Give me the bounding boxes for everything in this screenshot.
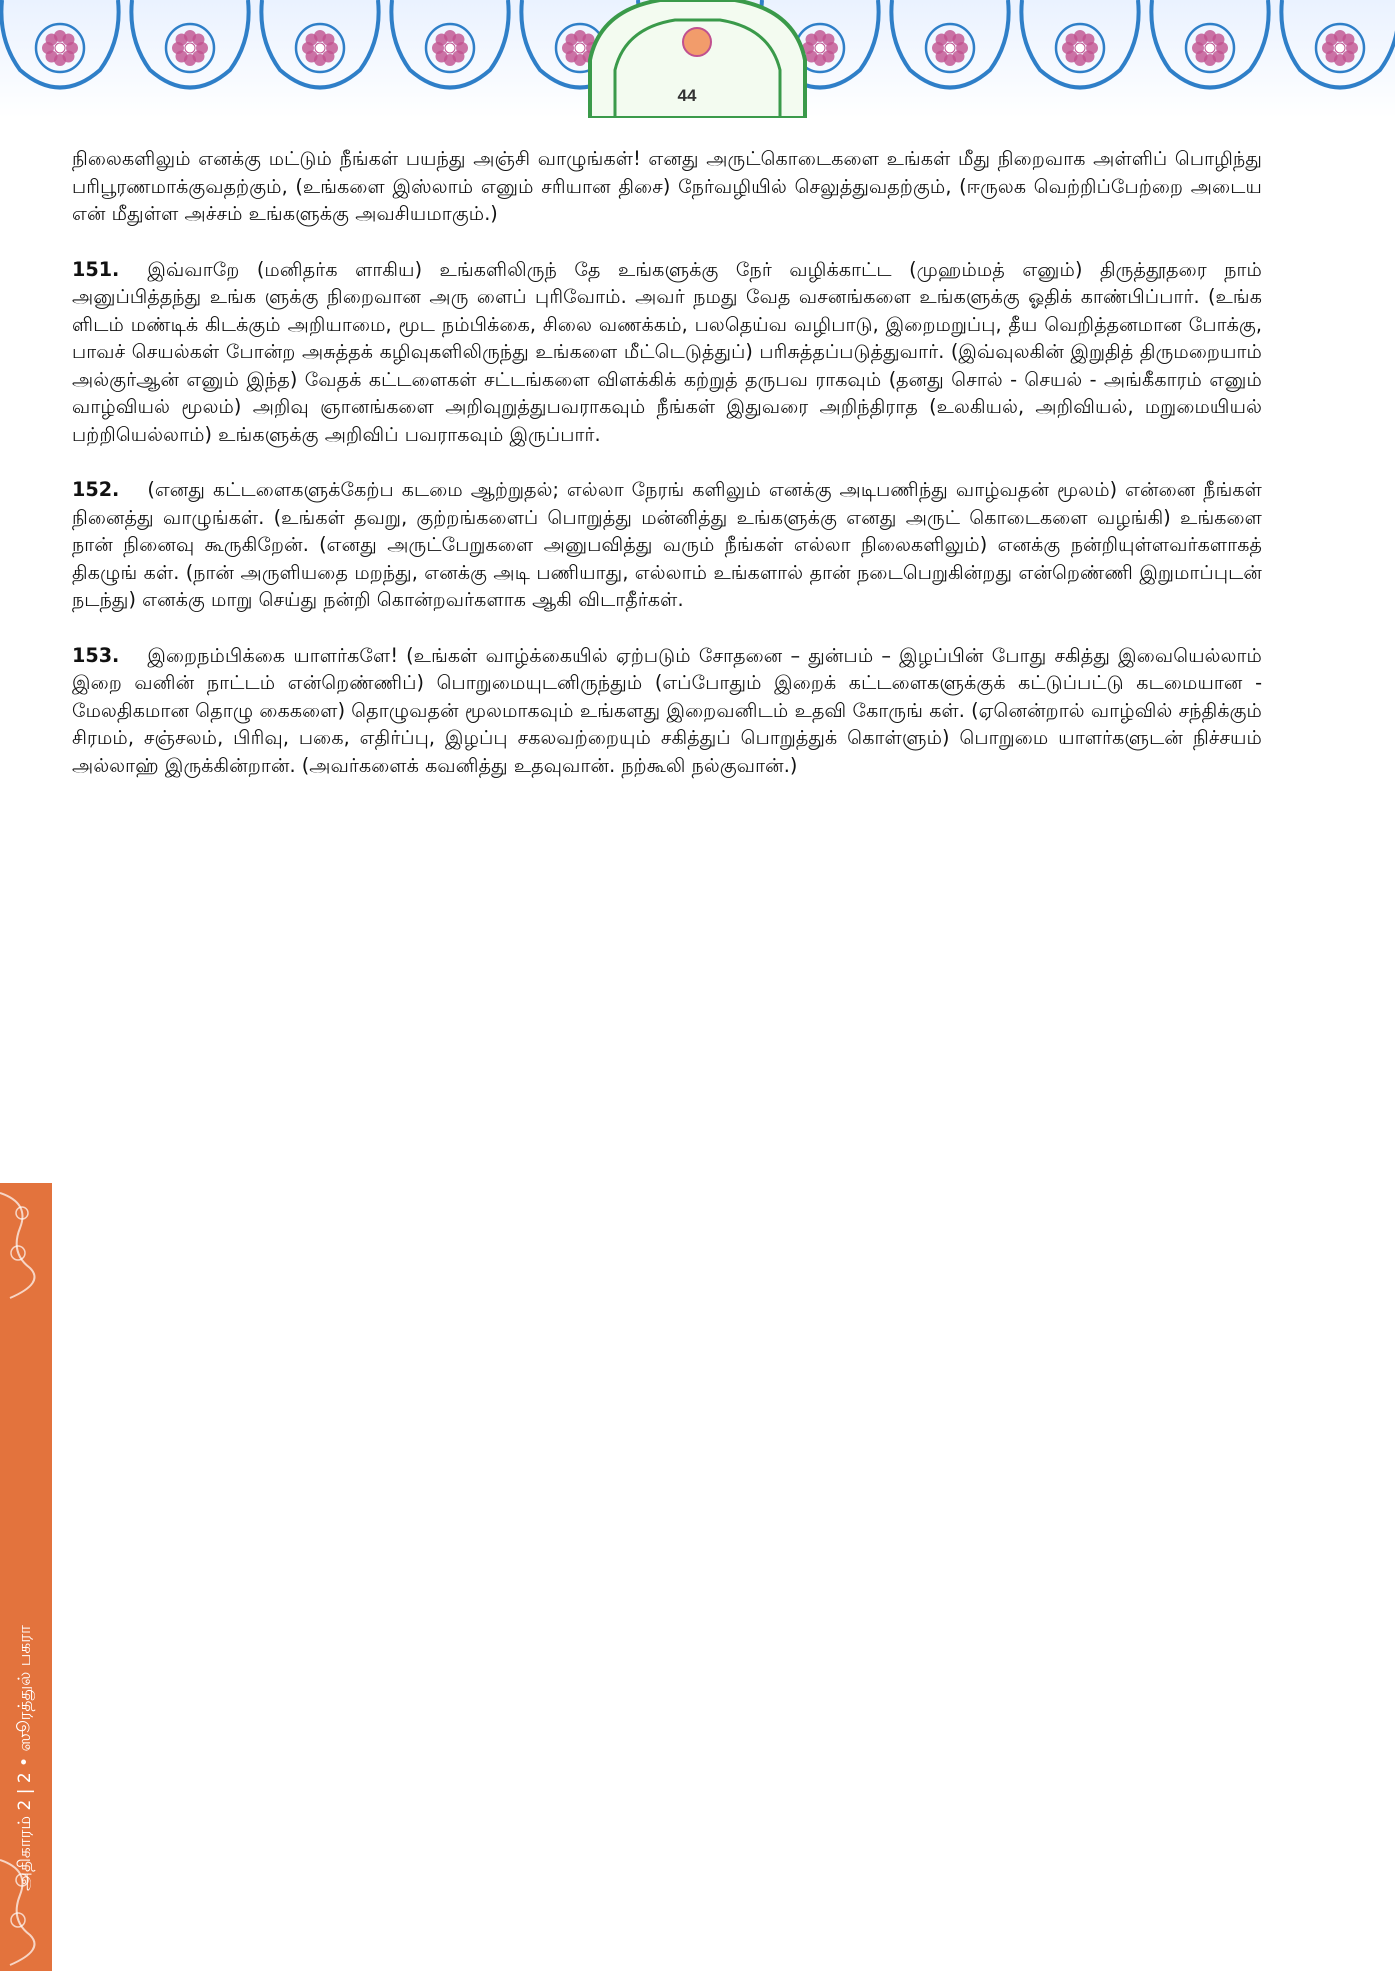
- flower-tile: [391, 0, 508, 88]
- paragraph-text: நிலைகளிலும் எனக்கு மட்டும் நீங்கள் பயந்து அஞ்சி வாழுங்கள்! எனது அருட்கொடைகளை உங்கள் மீது நிறைவாக அள்ளிப் பொழிந்து பரிபூரணமாக்குவதற்கும், (உங்களை இஸ்லாம் எனும் சரியான திசை) நேர்வழியில் செலுத்துவதற்கும், (ஈருலக வெற்றிப்பேற்றை அடைய என் மீதுள்ள அச்சம் உங்களுக்கு அவசியமாகும்.): [72, 147, 1262, 225]
- verse-number: 152.: [72, 478, 120, 501]
- page-number: 44: [677, 86, 697, 105]
- verse-number: 151.: [72, 257, 120, 281]
- verse-151: [72, 256, 1262, 449]
- flower-tile: [1151, 0, 1268, 88]
- side-ornament-top: [0, 1183, 52, 1303]
- paragraph-continuation: [72, 145, 1262, 228]
- verse-text: இவ்வாறே (மனிதர்க ளாகிய) உங்களிலிருந் தே உங்களுக்கு நேர் வழிக்காட்ட (முஹம்மத் எனும்) திருத்தூதரை நாம் அனுப்பித்தந்து உங்க ளுக்கு நிறைவான அரு ளைப் புரிவோம். அவர் நமது வேத வசனங்களை உங்களுக்கு ஓதிக் காண்பிப்பார். (உங்க ளிடம் மண்டிக் கிடக்கும் அறியாமை, மூட நம்பிக்கை, சிலை வணக்கம், பலதெய்வ வழிபாடு, இறைமறுப்பு, தீய வெறித்தனமான போக்கு, பாவச் செயல்கள் போன்ற அசுத்தக் கழிவுகளிலிருந்து உங்களை மீட்டெடுத்துப்) பரிசுத்தப்படுத்துவார். (இவ்வுலகின் இறுதித் திருமறையாம் அல்குர்ஆன் எனும் இந்த) வேதக் கட்டளைகள் சட்டங்களை விளக்கிக் கற்றுத் தருபவ ராகவும் (தனது சொல் - செயல் - அங்கீகாரம் எனும் வாழ்வியல் மூலம்) அறிவு ஞானங்களை அறிவுறுத்துபவராகவும் நீங்கள் இதுவரை அறிந்திராத (உலகியல், அறிவியல், மறுமையியல் பற்றியெல்லாம்) உங்களுக்கு அறிவிப் பவராகவும் இருப்பார்.: [72, 257, 1262, 446]
- flower-tile: [891, 0, 1008, 88]
- verse-152: [72, 476, 1262, 614]
- verse-text: இறைநம்பிக்கை யாளர்களே! (உங்கள் வாழ்க்கையில் ஏற்படும் சோதனை – துன்பம் – இழப்பின் போது சகித்து இவையெல்லாம் இறை வனின் நாட்டம் என்றெண்ணிப்) பொறுமையுடனிருந்தும் (எப்போதும் இறைக் கட்டளைகளுக்குக் கட்டுப்பட்டு கடமையான - மேலதிகமான தொழு கைகளை) தொழுவதன் மூலமாகவும் உங்களது இறைவனிடம் உதவி கோருங் கள். (ஏனென்றால் வாழ்வில் சந்திக்கும் சிரமம், சஞ்சலம், பிரிவு, பகை, எதிர்ப்பு, இழப்பு சகலவற்றையும் சகித்துப் பொறுத்துக் கொள்ளும்) பொறுமை யாளர்களுடன் நிச்சயம் அல்லாஹ் இருக்கின்றான். (அவர்களைக் கவனித்து உதவுவான். நற்கூலி நல்குவான்.): [72, 643, 1262, 777]
- verse-number: 153.: [72, 643, 120, 667]
- flower-tile: [1281, 0, 1395, 88]
- flower-tile: [1021, 0, 1138, 88]
- central-flower: [683, 28, 711, 56]
- verse-text: (எனது கட்டளைகளுக்கேற்ப கடமை ஆற்றுதல்; எல்லா நேரங் களிலும் எனக்கு அடிபணிந்து வாழ்வதன் மூலம்) என்னை நீங்கள் நினைத்து வாழுங்கள். (உங்கள் தவறு, குற்றங்களைப் பொறுத்து மன்னித்து உங்களுக்கு எனது அருட் கொடைகளை வழங்கி) உங்களை நான் நினைவு கூருகிறேன். (எனது அருட்பேறுகளை அனுபவித்து வரும் நீங்கள் எல்லா நிலைகளிலும்) எனக்கு நன்றியுள்ளவர்களாகத் திகழுங் கள். (நான் அருளியதை மறந்து, எனக்கு அடி பணியாது, எல்லாம் உங்களால் தான் நடைபெறுகின்றது என்றெண்ணி இறுமாப்புடன் நடந்து) எனக்கு மாறு செய்து நன்றி கொன்றவர்களாக ஆகி விடாதீர்கள்.: [72, 478, 1262, 611]
- verse-153: [72, 642, 1262, 780]
- flower-tile: [131, 0, 248, 88]
- main-text: [72, 145, 1262, 807]
- flower-tile: [261, 0, 378, 88]
- flower-tile: [1, 0, 118, 88]
- chapter-label: அதிகாரம் 2 | 2 • ஸூரத்துல் பகரா: [15, 1625, 35, 1891]
